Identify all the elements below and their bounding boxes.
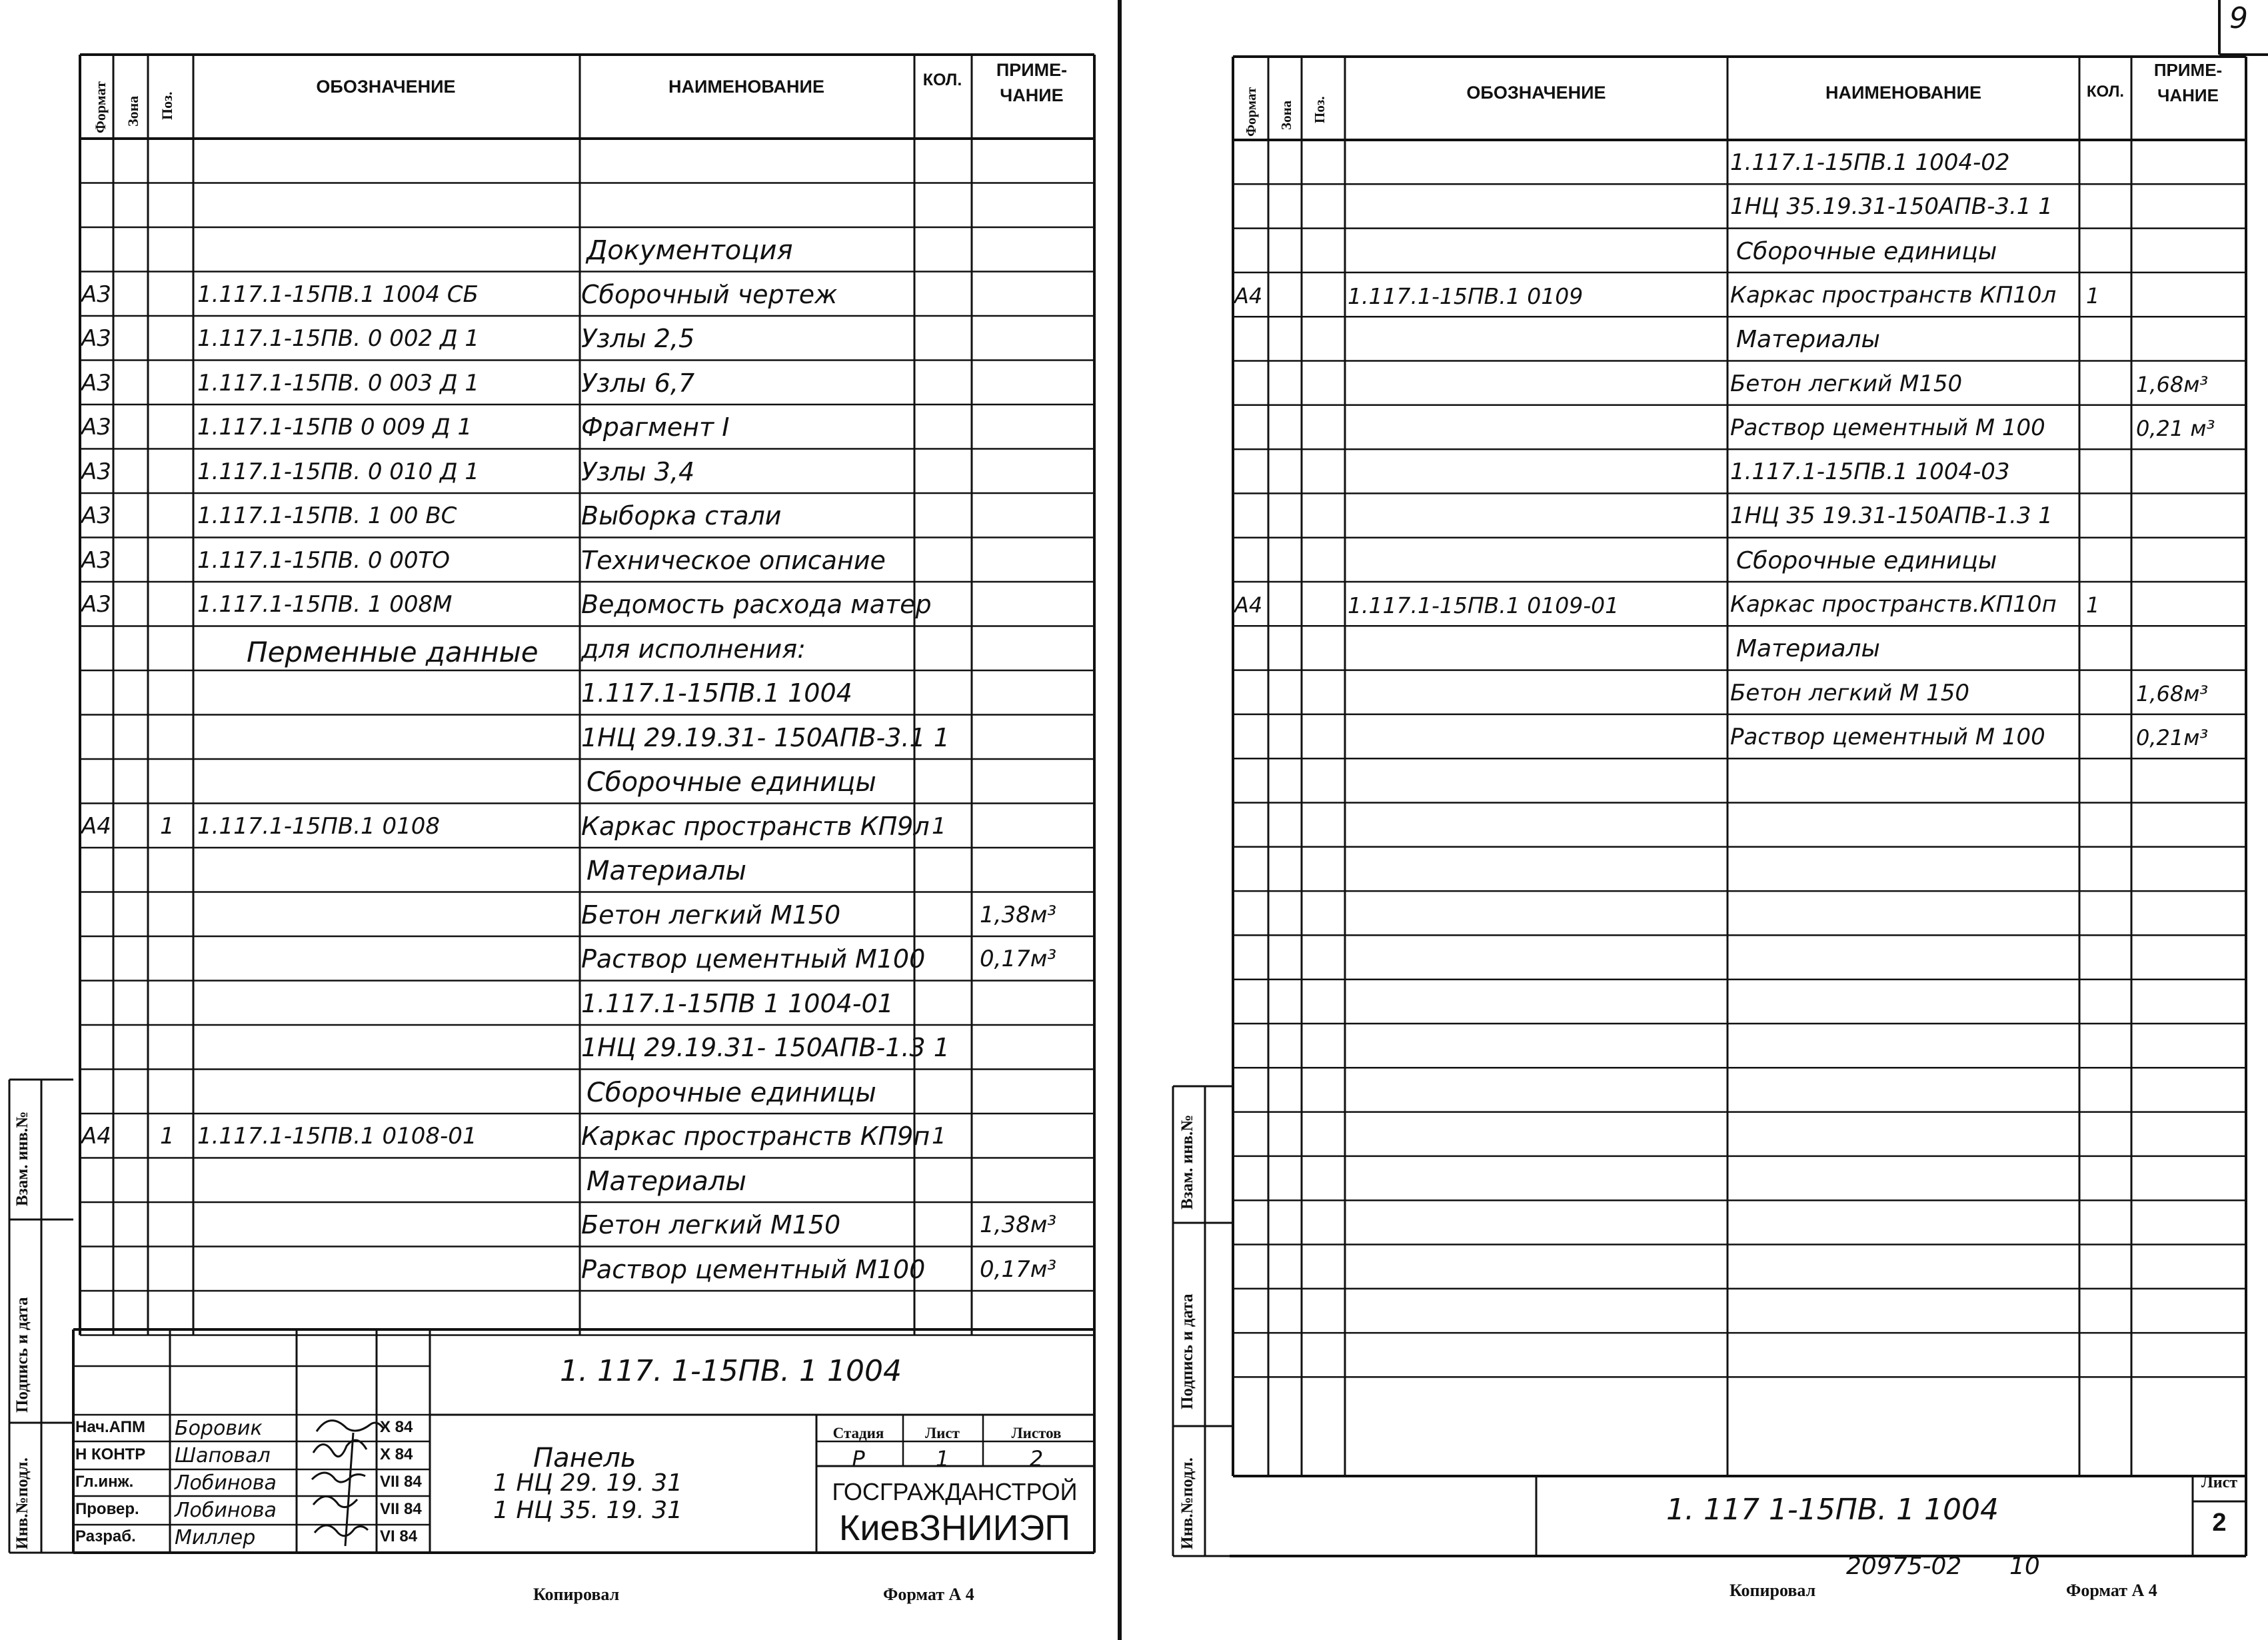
row-name: Раствор цементный М100	[581, 1254, 926, 1284]
stage-label: Стадия	[832, 1425, 884, 1441]
sheets-label: Листов	[1011, 1425, 1062, 1441]
r-row-name: Материалы	[1736, 635, 1880, 663]
row-note: 1,38м³	[980, 901, 1056, 928]
header-designation: ОБОЗНАЧЕНИЕ	[316, 77, 456, 97]
row-name: Каркас пространств КП9л	[581, 811, 930, 841]
row-designation: 1.117.1-15ПВ. 0 002 Д 1	[197, 325, 479, 352]
r-row-name: Бетон легкий М150	[1730, 370, 1963, 397]
r-header-pos: Поз.	[1312, 96, 1328, 123]
row-designation: 1.117.1-15ПВ 0 009 Д 1	[197, 414, 473, 440]
row-name: Техническое описание	[581, 545, 886, 575]
page-number: 9	[2229, 1, 2248, 35]
product-line-1: 1 НЦ 29. 19. 31	[493, 1469, 683, 1497]
row-name: 1.117.1-15ПВ.1 1004	[581, 678, 852, 708]
r-row-name: 1.117.1-15ПВ.1 1004-02	[1730, 149, 2010, 176]
r-row-name: 1НЦ 35 19.31-150АПВ-1.3 1	[1730, 502, 2053, 530]
r-row-format: А4	[1234, 283, 1263, 309]
title-doc-code: 1. 117. 1-15ПВ. 1 1004	[560, 1354, 902, 1388]
side-label-sign-date: Подпись и дата	[13, 1297, 31, 1413]
product-name: Панель	[533, 1443, 636, 1473]
row-name: Выборка стали	[581, 501, 782, 530]
header-pos: Поз.	[159, 91, 175, 120]
row-qty: 1	[932, 1123, 946, 1150]
row-format: А4	[81, 1123, 111, 1150]
row-note: 0,17м³	[980, 946, 1056, 972]
r-row-qty: 1	[2086, 592, 2100, 618]
row-format: А4	[81, 812, 111, 840]
role-date: X 84	[380, 1418, 413, 1436]
role-title: Разраб.	[75, 1527, 136, 1545]
r-header-zone: Зона	[1278, 100, 1294, 130]
r-title-doc-code: 1. 117 1-15ПВ. 1 1004	[1666, 1493, 1999, 1527]
footer-copied-left: Копировал	[533, 1585, 620, 1604]
header-format: Формат	[92, 81, 109, 133]
row-name: Ведомость расхода матер	[581, 590, 932, 619]
role-name: Боровик	[175, 1417, 263, 1440]
r-row-note: 0,21 м³	[2136, 415, 2215, 441]
role-date: X 84	[380, 1445, 413, 1463]
row-designation: 1.117.1-15ПВ. 1 008М	[197, 591, 453, 618]
archive-number: 20975-02	[1846, 1553, 1962, 1580]
r-row-designation: 1.117.1-15ПВ.1 0109-01	[1348, 592, 1620, 618]
r-header-note-1: ПРИМЕ-	[2153, 60, 2223, 80]
row-name: Раствор цементный М100	[581, 944, 926, 974]
org-name-1: ГОСГРАЖДАНСТРОЙ	[832, 1478, 1078, 1505]
sheet-label: Лист	[925, 1425, 960, 1441]
role-date: VII 84	[380, 1473, 422, 1491]
role-name: Лобинова	[175, 1499, 277, 1522]
side-label-inv-vzam: Взам. инв.№	[13, 1111, 31, 1206]
role-title: Провер.	[75, 1500, 139, 1518]
r-row-name: Материалы	[1736, 326, 1880, 354]
r-row-name: 1НЦ 35.19.31-150АПВ-3.1 1	[1730, 193, 2053, 221]
row-designation: Перменные данные	[247, 635, 539, 668]
r-row-note: 1,68м³	[2136, 680, 2209, 706]
r-row-name: Бетон легкий М 150	[1730, 679, 1969, 706]
row-name: Бетон легкий М150	[581, 900, 841, 930]
row-name: Документоция	[586, 235, 793, 266]
row-format: А3	[81, 591, 111, 618]
r-row-name: Каркас пространств.КП10п	[1730, 591, 2057, 618]
role-date: VI 84	[380, 1527, 418, 1545]
row-name: для исполнения:	[581, 634, 806, 664]
row-designation: 1.117.1-15ПВ. 0 00ТО	[197, 546, 451, 574]
row-name: Узлы 6,7	[581, 368, 695, 398]
row-designation: 1.117.1-15ПВ.1 0108	[197, 812, 440, 840]
row-pos: 1	[160, 812, 175, 840]
row-name: Фрагмент I	[581, 412, 730, 442]
sheets-value: 2	[1029, 1446, 1044, 1471]
row-format: А3	[81, 502, 111, 529]
row-name: Узлы 2,5	[581, 324, 695, 353]
role-title: Гл.инж.	[75, 1473, 134, 1491]
row-designation: 1.117.1-15ПВ. 1 00 ВС	[197, 502, 457, 529]
row-name: Сборочный чертеж	[581, 279, 838, 309]
r-row-name: Сборочные единицы	[1736, 546, 1997, 574]
header-note-2: ЧАНИЕ	[1000, 85, 1064, 105]
r-row-format: А4	[1234, 592, 1263, 618]
r-header-qty: КОЛ.	[2086, 83, 2125, 101]
r-side-label-sign-date: Подпись и дата	[1178, 1293, 1196, 1409]
r-sheet-label: Лист	[2201, 1474, 2238, 1491]
row-name: 1НЦ 29.19.31- 150АПВ-3.1 1	[581, 722, 950, 752]
role-name: Миллер	[175, 1526, 256, 1549]
role-name: Шаповал	[175, 1444, 271, 1467]
row-pos: 1	[160, 1123, 175, 1150]
role-title: Нач.АПМ	[75, 1418, 145, 1436]
footer-format-right: Формат А 4	[2066, 1581, 2157, 1600]
role-date: VII 84	[380, 1500, 422, 1518]
r-row-name: Сборочные единицы	[1736, 237, 1997, 265]
archive-sub-number: 10	[2009, 1553, 2040, 1580]
header-name: НАИМЕНОВАНИЕ	[668, 77, 824, 97]
header-zone: Зона	[125, 95, 141, 127]
header-qty: КОЛ.	[922, 71, 962, 89]
r-row-note: 1,68м³	[2136, 371, 2209, 397]
row-name: Сборочные единицы	[586, 1077, 876, 1108]
row-name: Бетон легкий М150	[581, 1210, 841, 1239]
row-note: 1,38м³	[980, 1212, 1056, 1238]
row-designation: 1.117.1-15ПВ.1 1004 СБ	[197, 281, 479, 308]
org-name-2: КиевЗНИИЭП	[838, 1508, 1071, 1548]
footer-copied-right: Копировал	[1729, 1581, 1816, 1600]
row-name: Материалы	[586, 1166, 746, 1197]
row-name: 1НЦ 29.19.31- 150АПВ-1.3 1	[581, 1033, 950, 1062]
r-row-designation: 1.117.1-15ПВ.1 0109	[1348, 283, 1584, 309]
r-row-name: Раствор цементный М 100	[1730, 723, 2045, 750]
row-format: А3	[81, 369, 111, 397]
r-header-format: Формат	[1243, 87, 1259, 137]
r-header-note-2: ЧАНИЕ	[2157, 85, 2219, 105]
r-header-designation: ОБОЗНАЧЕНИЕ	[1466, 83, 1606, 103]
row-designation: 1.117.1-15ПВ. 0 003 Д 1	[197, 369, 479, 397]
stage-value: Р	[852, 1446, 865, 1471]
r-row-note: 0,21м³	[2136, 724, 2209, 750]
r-header-name: НАИМЕНОВАНИЕ	[1825, 83, 1981, 103]
r-row-name: Раствор цементный М 100	[1730, 414, 2045, 441]
row-format: А3	[81, 281, 111, 308]
sheet-value: 1	[935, 1446, 950, 1471]
row-format: А3	[81, 458, 111, 485]
row-format: А3	[81, 414, 111, 440]
side-label-inv-podl: Инв.№подл.	[13, 1457, 31, 1549]
role-name: Лобинова	[175, 1471, 277, 1495]
role-title: Н КОНТР	[75, 1445, 146, 1463]
row-designation: 1.117.1-15ПВ.1 0108-01	[197, 1123, 477, 1150]
row-qty: 1	[932, 812, 946, 840]
r-side-label-inv-podl: Инв.№подл.	[1178, 1457, 1196, 1549]
row-note: 0,17м³	[980, 1255, 1056, 1283]
row-name: Узлы 3,4	[581, 456, 695, 486]
row-name: Каркас пространств КП9п	[581, 1122, 930, 1151]
header-note-1: ПРИМЕ-	[996, 60, 1068, 80]
row-format: А3	[81, 546, 111, 574]
row-designation: 1.117.1-15ПВ. 0 010 Д 1	[197, 458, 479, 485]
r-sheet-value: 2	[2212, 1509, 2227, 1537]
r-row-qty: 1	[2086, 283, 2100, 309]
row-name: 1.117.1-15ПВ 1 1004-01	[581, 988, 894, 1018]
r-row-name: 1.117.1-15ПВ.1 1004-03	[1730, 458, 2010, 486]
row-format: А3	[81, 325, 111, 352]
row-name: Сборочные единицы	[586, 767, 876, 798]
product-line-2: 1 НЦ 35. 19. 31	[493, 1497, 683, 1524]
row-name: Материалы	[586, 856, 746, 886]
r-side-label-inv-vzam: Взам. инв.№	[1178, 1114, 1196, 1210]
r-row-name: Каркас пространств КП10л	[1730, 281, 2057, 309]
footer-format-left: Формат А 4	[883, 1585, 974, 1604]
